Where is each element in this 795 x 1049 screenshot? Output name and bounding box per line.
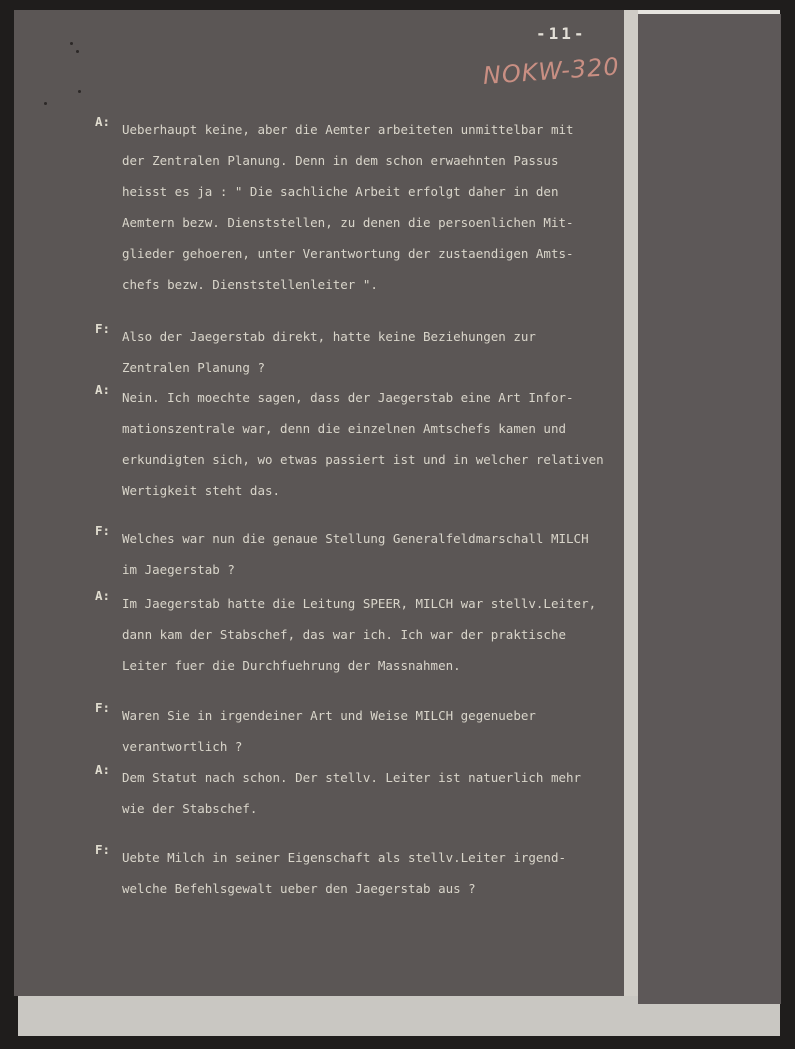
question-block [95,700,536,762]
text-line: Waren Sie in irgendeiner Art und Weise MILCH gegenueber [122,708,536,723]
punch-hole [78,90,81,93]
answer-block [95,114,574,300]
text-line: Dem Statut nach schon. Der stellv. Leiter ist natuerlich mehr [122,770,582,785]
text-line: im Jaegerstab ? [122,562,235,577]
adjacent-page-sheet [638,14,781,1004]
speaker-label: F: [95,700,111,715]
speaker-label: A: [95,762,111,777]
paper-gap-strip [624,10,638,996]
text-line: Welches war nun die genaue Stellung Generalfeldmarschall MILCH [122,531,589,546]
speaker-label: A: [95,114,111,129]
text-line: welche Befehlsgewalt ueber den Jaegerstab aus ? [122,881,476,896]
page-number: -11- [536,24,587,43]
speaker-label: A: [95,382,111,397]
archive-reference-mark: NOKW-320 [482,52,621,90]
text-line: Ueberhaupt keine, aber die Aemter arbeiteten unmittelbar mit [122,122,574,137]
text-line: dann kam der Stabschef, das war ich. Ich war der praktische [122,627,567,642]
punch-hole [44,102,47,105]
text-line: wie der Stabschef. [122,801,258,816]
answer-block [95,588,596,681]
punch-hole [70,42,73,45]
text-line: glieder gehoeren, unter Verantwortung der zustaendigen Amts- [122,246,574,261]
text-line: Wertigkeit steht das. [122,483,281,498]
question-block [95,842,566,904]
text-line: der Zentralen Planung. Denn in dem schon erwaehnten Passus [122,153,559,168]
text-line: Also der Jaegerstab direkt, hatte keine Beziehungen zur [122,329,536,344]
text-line: Aemtern bezw. Dienststellen, zu denen die persoenlichen Mit- [122,215,574,230]
text-line: Nein. Ich moechte sagen, dass der Jaegerstab eine Art Infor- [122,390,574,405]
speaker-label: F: [95,523,111,538]
answer-block [95,382,604,506]
text-line: heisst es ja : " Die sachliche Arbeit erfolgt daher in den [122,184,559,199]
speaker-label: F: [95,842,111,857]
question-block [95,523,589,585]
speaker-label: F: [95,321,111,336]
punch-hole [76,50,79,53]
speaker-label: A: [95,588,111,603]
text-line: mationszentrale war, denn die einzelnen Amtschefs kamen und [122,421,567,436]
text-line: erkundigten sich, wo etwas passiert ist und in welcher relativen [122,452,604,467]
question-block [95,321,536,383]
text-line: Zentralen Planung ? [122,360,265,375]
text-line: Leiter fuer die Durchfuehrung der Massnahmen. [122,658,461,673]
text-line: Im Jaegerstab hatte die Leitung SPEER, MILCH war stellv.Leiter, [122,596,597,611]
text-line: Uebte Milch in seiner Eigenschaft als stellv.Leiter irgend- [122,850,567,865]
text-line: chefs bezw. Dienststellenleiter ". [122,277,378,292]
text-line: verantwortlich ? [122,739,243,754]
answer-block [95,762,581,824]
